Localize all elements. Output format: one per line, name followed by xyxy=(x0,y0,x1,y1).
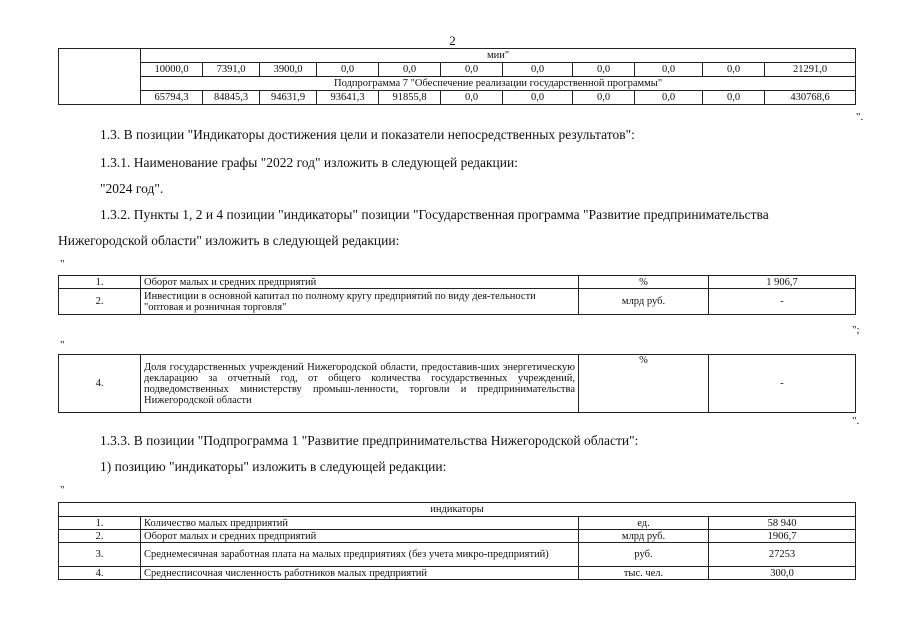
row-number: 1. xyxy=(59,276,141,289)
indicator-name: Количество малых предприятий xyxy=(141,517,579,530)
closing-quote: ". xyxy=(856,111,864,123)
subprogram-title: Подпрограмма 7 "Обеспечение реализации государственной программы" xyxy=(141,77,856,91)
indicators-table-b xyxy=(58,354,856,413)
row-number: 1. xyxy=(59,517,141,530)
cell: 65794,3 xyxy=(141,91,203,105)
cell: 0,0 xyxy=(635,91,703,105)
cell: 0,0 xyxy=(703,63,765,77)
cell: 0,0 xyxy=(441,63,503,77)
value: 300,0 xyxy=(709,567,856,580)
unit: млрд руб. xyxy=(579,289,709,315)
cell: 0,0 xyxy=(573,91,635,105)
cell: 430768,6 xyxy=(765,91,856,105)
unit: % xyxy=(579,276,709,289)
paragraph-1-3-2-cont: Нижегородской области" изложить в следующей редакции: xyxy=(58,233,400,248)
unit: руб. xyxy=(579,543,709,567)
closing-quote: "; xyxy=(852,324,860,336)
cell: 0,0 xyxy=(635,63,703,77)
funding-table xyxy=(58,48,856,105)
value: - xyxy=(709,355,856,413)
cell: 93641,3 xyxy=(317,91,379,105)
indicator-name: Среднесписочная численность работников малых предприятий xyxy=(141,567,579,580)
value: 1906,7 xyxy=(709,530,856,543)
value: 27253 xyxy=(709,543,856,567)
indicator-name: Доля государственных учреждений Нижегородской области, предоставив-ших энергетическую декларацию за отчетный год, от общего количества государственных учреждений, подведомственных министерству промыш-ленности, торговли и предпринимательства Нижегородской области xyxy=(141,355,579,413)
row-number: 4. xyxy=(59,567,141,580)
cell: 0,0 xyxy=(379,63,441,77)
cell: 91855,8 xyxy=(379,91,441,105)
table-row xyxy=(59,543,856,567)
cell: 0,0 xyxy=(503,91,573,105)
row-number: 3. xyxy=(59,543,141,567)
cell: 10000,0 xyxy=(141,63,203,77)
indicator-name: Оборот малых и средних предприятий xyxy=(141,530,579,543)
table-row xyxy=(59,517,856,530)
indicator-name: Инвестиции в основной капитал по полному кругу предприятий по виду дея-тельности "оптовая и розничная торговля" xyxy=(141,289,579,315)
table-row xyxy=(59,91,856,105)
cell: 3900,0 xyxy=(260,63,317,77)
cell: 0,0 xyxy=(573,63,635,77)
table-header: индикаторы xyxy=(59,503,856,517)
table-row xyxy=(59,276,856,289)
row-number: 2. xyxy=(59,530,141,543)
paragraph-2024: "2024 год". xyxy=(100,181,164,196)
blank-cell xyxy=(59,49,141,105)
unit: ед. xyxy=(579,517,709,530)
unit: млрд руб. xyxy=(579,530,709,543)
table-row xyxy=(59,567,856,580)
cell: 0,0 xyxy=(503,63,573,77)
value: 58 940 xyxy=(709,517,856,530)
table-row xyxy=(59,63,856,77)
cell: 84845,3 xyxy=(203,91,260,105)
unit: тыс. чел. xyxy=(579,567,709,580)
table-row xyxy=(59,289,856,315)
cell: 0,0 xyxy=(703,91,765,105)
indicators-table-a xyxy=(58,275,856,315)
indicators-table-c xyxy=(58,502,856,580)
opening-quote: " xyxy=(60,258,65,270)
cell: 0,0 xyxy=(317,63,379,77)
opening-quote: " xyxy=(60,339,65,351)
table-row xyxy=(59,355,856,413)
value: 1 906,7 xyxy=(709,276,856,289)
paragraph-1-3: 1.3. В позиции "Индикаторы достижения цели и показатели непосредственных результатов": xyxy=(100,127,635,142)
row-number: 4. xyxy=(59,355,141,413)
row-mii: мии" xyxy=(141,49,856,63)
paragraph-position: 1) позицию "индикаторы" изложить в следующей редакции: xyxy=(100,459,447,474)
closing-quote: ". xyxy=(852,415,860,427)
unit: % xyxy=(579,355,709,413)
paragraph-1-3-2: 1.3.2. Пункты 1, 2 и 4 позиции "индикаторы" позиции "Государственная программа "Развитие предпринимательства xyxy=(100,207,769,222)
paragraph-1-3-3: 1.3.3. В позиции "Подпрограмма 1 "Развитие предпринимательства Нижегородской области": xyxy=(100,433,639,448)
row-number: 2. xyxy=(59,289,141,315)
indicator-name: Среднемесячная заработная плата на малых предприятиях (без учета микро-предприятий) xyxy=(141,543,579,567)
cell: 7391,0 xyxy=(203,63,260,77)
cell: 0,0 xyxy=(441,91,503,105)
indicator-name: Оборот малых и средних предприятий xyxy=(141,276,579,289)
cell: 21291,0 xyxy=(765,63,856,77)
table-row xyxy=(59,530,856,543)
value: - xyxy=(709,289,856,315)
page-number: 2 xyxy=(449,33,456,48)
paragraph-1-3-1: 1.3.1. Наименование графы "2022 год" изложить в следующей редакции: xyxy=(100,155,518,170)
opening-quote: " xyxy=(60,484,65,496)
cell: 94631,9 xyxy=(260,91,317,105)
